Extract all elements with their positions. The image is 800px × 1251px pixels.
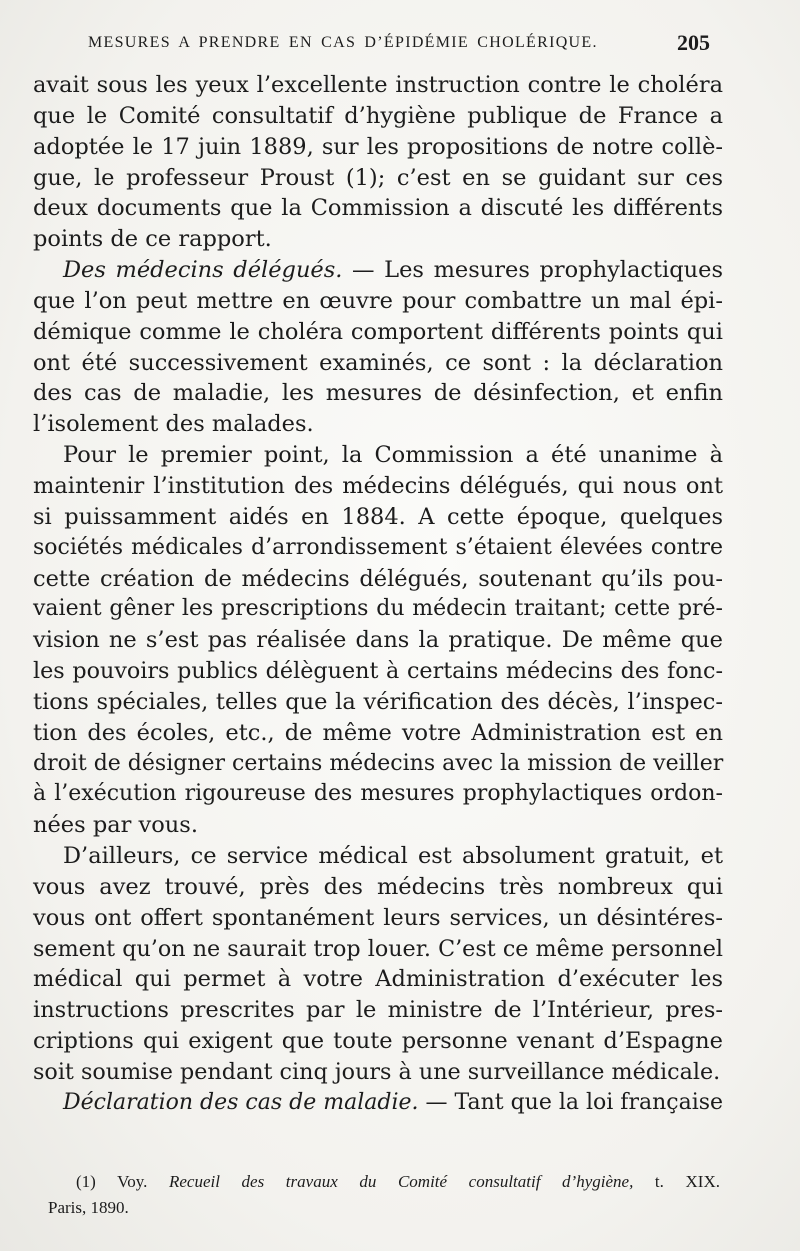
text-line: médical qui permet à votre Administration d’exécuter les bbox=[33, 966, 723, 993]
page-number: 205 bbox=[677, 30, 710, 55]
footnote-suffix: t. XIX. bbox=[633, 1172, 720, 1191]
text-line: ont été successivement examinés, ce sont : la déclaration bbox=[33, 349, 723, 376]
footnote-prefix: (1) Voy. bbox=[76, 1172, 169, 1191]
running-header bbox=[88, 30, 710, 60]
text-line: deux documents que la Commission a discuté les différents bbox=[33, 195, 723, 222]
text-line: D’ailleurs, ce service médical est absolument gratuit, et bbox=[63, 843, 723, 870]
text-line: cette création de médecins délégués, soutenant qu’ils pou- bbox=[33, 565, 723, 592]
text-line: vaient gêner les prescriptions du médecin traitant; cette pré- bbox=[33, 596, 723, 622]
text-line: que l’on peut mettre en œuvre pour combattre un mal épi- bbox=[33, 287, 723, 314]
text-line: gue, le professeur Proust (1); c’est en se guidant sur ces bbox=[33, 164, 723, 191]
text-line: soit soumise pendant cinq jours à une surveillance médicale. bbox=[33, 1059, 721, 1085]
footnote-title: Recueil des travaux du Comité consultatif d’hygiène, bbox=[168, 1172, 634, 1191]
text-line: que le Comité consultatif d’hygiène publique de France a bbox=[33, 102, 723, 129]
footnote-line: Paris, 1890. bbox=[48, 1198, 129, 1217]
text-line: instructions prescrites par le ministre de l’Intérieur, pres- bbox=[33, 997, 723, 1024]
text-line: Pour le premier point, la Commission a été unanime à bbox=[63, 442, 723, 469]
text-line: criptions qui exigent que toute personne venant d’Espagne bbox=[33, 1028, 723, 1055]
text-line: droit de désigner certains médecins avec la mission de veiller bbox=[33, 750, 724, 776]
text-line: adoptée le 17 juin 1889, sur les propositions de notre collè- bbox=[33, 133, 723, 160]
section-heading-declaration: Déclaration des cas de maladie. bbox=[63, 1089, 419, 1115]
text-line: avait sous les yeux l’excellente instruction contre le choléra bbox=[33, 72, 723, 98]
section-heading-delegates: Des médecins délégués. bbox=[63, 257, 343, 284]
text-line: tions spéciales, telles que la vérification des décès, l’inspec- bbox=[33, 688, 723, 715]
text-line: vision ne s’est pas réalisée dans la pratique. De même que bbox=[33, 627, 723, 654]
text-run: — Tant que la loi française bbox=[418, 1089, 724, 1115]
text-line: points de ce rapport. bbox=[33, 226, 272, 253]
section-heading-line bbox=[33, 255, 723, 286]
text-line: si puissamment aidés en 1884. A cette époque, quelques bbox=[33, 503, 723, 530]
text-line: démique comme le choléra comportent différents points qui bbox=[33, 318, 723, 345]
text-line: vous ont offert spontanément leurs services, un désintéres- bbox=[33, 904, 723, 931]
text-line: maintenir l’institution des médecins délégués, qui nous ont bbox=[33, 472, 723, 499]
text-run: — Les mesures prophylactiques bbox=[342, 257, 723, 284]
text-line: vous avez trouvé, près des médecins très nombreux qui bbox=[33, 873, 723, 900]
text-line: sociétés médicales d’arrondissement s’étaient élevées contre bbox=[33, 534, 723, 560]
section-heading-line bbox=[33, 1088, 723, 1119]
footnote bbox=[48, 1169, 720, 1221]
footnote-line bbox=[48, 1169, 720, 1195]
text-line: les pouvoirs publics délèguent à certains médecins des fonc- bbox=[33, 658, 723, 685]
text-line: des cas de maladie, les mesures de désinfection, et enfin bbox=[33, 380, 723, 407]
text-line: l’isolement des malades. bbox=[33, 411, 314, 438]
text-line: tion des écoles, etc., de même votre Administration est en bbox=[33, 719, 723, 746]
text-line: sement qu’on ne saurait trop louer. C’est ce même personnel bbox=[33, 935, 723, 962]
body-text bbox=[33, 70, 723, 1119]
text-line: à l’exécution rigoureuse des mesures prophylactiques ordon- bbox=[33, 781, 723, 807]
text-line: nées par vous. bbox=[33, 812, 198, 839]
running-title: MESURES A PRENDRE EN CAS D’ÉPIDÉMIE CHOLÉRIQUE. bbox=[88, 34, 598, 51]
